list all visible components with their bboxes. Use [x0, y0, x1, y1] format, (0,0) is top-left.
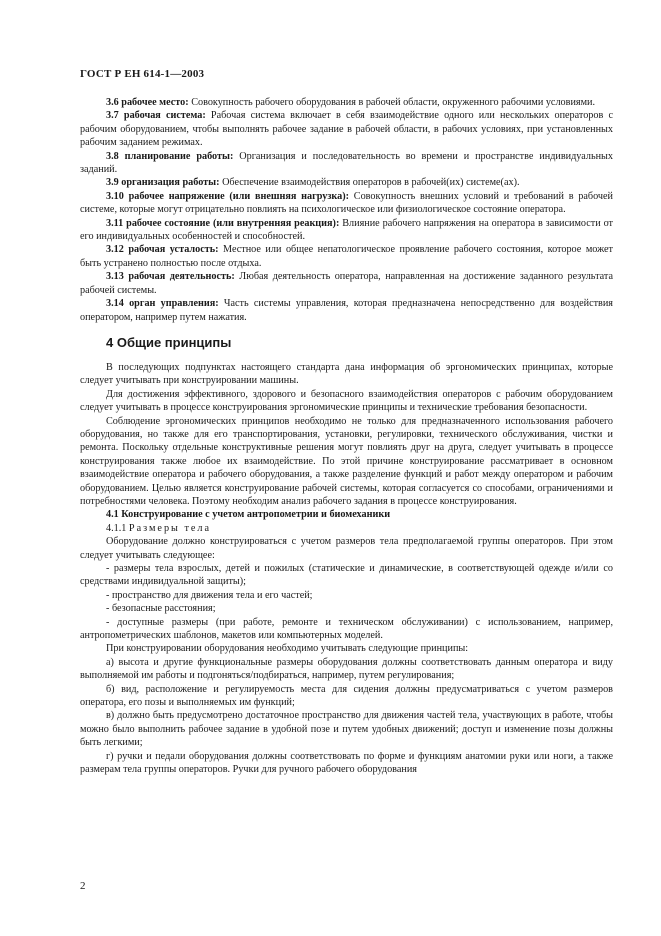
definitions-list: [80, 96, 613, 324]
definition-3-14: [80, 297, 613, 324]
definition-term: 3.6 рабочее место:: [106, 97, 189, 108]
subsubsection-title: Размеры тела: [128, 522, 212, 534]
definition-term: 3.10 рабочее напряжение (или внешняя нагрузка):: [106, 190, 350, 202]
definition-3-8: [80, 150, 613, 177]
definition-term: 3.9 организация работы:: [106, 177, 220, 189]
definition-text: Организация и последовательность во времени и пространстве индивидуальных заданий.: [80, 150, 613, 176]
definition-3-11: [80, 217, 613, 244]
subsubsection-number: 4.1.1: [106, 522, 127, 534]
definition-text: Обеспечение взаимодействия операторов в рабочей(их) системе(ах).: [219, 177, 520, 189]
section-paragraph: Для достижения эффективного, здорового и безопасного взаимодействия операторов с рабочим оборудованием следует учитывать в процессе конструирования эргономические принципы и технические требования безопасности.: [80, 388, 613, 414]
subsection-heading: 4.1 Конструирование с учетом антропометрии и биомеханики: [106, 509, 391, 521]
body-paragraph: При конструировании оборудования необходимо учитывать следующие принципы:: [106, 643, 469, 655]
definition-text: Любая деятельность оператора, направленная на достижение заданного результата рабочей системы.: [80, 271, 613, 296]
section-paragraph: Соблюдение эргономических принципов необходимо не только для предназначенного использования рабочего оборудования, но также для его транспортирования, установки, регулировки, технического обслуживания, чистки и ремонта. Поскольку отдельные конструктивные решения могут повлиять друг на друга, следует учитывать в процессе конструирования также любое их взаимодействие. По этой причине конструирование рассматривает в основном взаимодействие оператора и рабочего оборудования, а также разделение функций и работ между оператором и рабочим оборудованием. Целью является конструирование рабочей системы, которая согласуется со способами, ограничениями и потребностями человека. Поэтому необходим анализ рабочего задания в процессе конструирования.: [80, 415, 613, 507]
definition-term: 3.7 рабочая система:: [106, 110, 206, 122]
list-item: б) вид, расположение и регулируемость места для сидения должны предусматриваться с учетом размеров оператора, его позы и выполняемых им функций;: [80, 683, 613, 709]
list-item: в) должно быть предусмотрено достаточное пространство для движения частей тела, участвующих в работе, чтобы можно было выполнить рабочее задание в удобной позе и путем удобных движений; доступ и изменение позы должны быть легкими;: [80, 710, 613, 749]
definition-text: Влияние рабочего напряжения на оператора в зависимости от его индивидуальных особенностей и способностей.: [80, 217, 613, 243]
list-item: - безопасные расстояния;: [106, 603, 216, 615]
definition-3-9: [80, 176, 613, 189]
definition-3-6: [80, 96, 613, 109]
list-item: - пространство для движения тела и его частей;: [106, 589, 313, 601]
subsubsection-heading: [80, 522, 613, 535]
list-item: г) ручки и педали оборудования должны соответствовать по форме и функциям анатомии руки или ноги, а также размерам тела группы операторов. Ручки для ручного рабочего оборудования: [80, 750, 613, 776]
definition-text: Местное или общее непатологическое проявление рабочего состояния, которое может быть устранено полностью после отдыха.: [80, 244, 613, 269]
section-heading: 4 Общие принципы: [106, 334, 232, 350]
definition-term: 3.12 рабочая усталость:: [106, 244, 219, 256]
definition-3-13: [80, 270, 613, 297]
definition-3-7: [80, 109, 613, 149]
section-paragraph: В последующих подпунктах настоящего стандарта дана информация об эргономических принципах, которые следует учитывать при конструировании машины.: [80, 361, 613, 387]
definition-3-10: [80, 190, 613, 217]
definition-term: 3.13 рабочая деятельность:: [106, 271, 235, 283]
definition-text: Рабочая система включает в себя взаимодействие одного или нескольких операторов с рабочим оборудованием, чтобы выполнять рабочее задание в рабочей области, в рабочих условиях, при установленных рабочим заданием режимах.: [80, 110, 613, 149]
body-paragraph: Оборудование должно конструироваться с учетом размеров тела предполагаемой группы операторов. При этом следует учитывать следующее:: [80, 536, 613, 561]
definition-term: 3.11 рабочее состояние (или внутренняя реакция):: [106, 217, 340, 229]
list-item: - размеры тела взрослых, детей и пожилых (статические и динамические, в соответствующей одежде и/или со средствами индивидуальной защиты);: [80, 563, 613, 588]
definition-text: Часть системы управления, которая предназначена непосредственно для воздействия оператором, например путем нажатия.: [80, 298, 613, 323]
definition-term: 3.14 орган управления:: [106, 298, 219, 310]
list-item: - доступные размеры (при работе, ремонте и техническом обслуживании) с использованием, например, антропометрических шаблонов, макетов или компьютерных моделей.: [80, 616, 613, 642]
page-number: 2: [80, 880, 86, 892]
definition-3-12: [80, 243, 613, 270]
document-header: ГОСТ Р ЕН 614-1—2003: [80, 68, 205, 80]
document-body: [80, 96, 613, 777]
definition-text: Совокупность рабочего оборудования в рабочей области, окруженного рабочими условиями.: [188, 97, 596, 108]
list-item: а) высота и другие функциональные размеры оборудования должны соответствовать данным оператора и виду выполняемой им работы и подгоняться/подбираться, например, путем регулирования;: [80, 656, 613, 682]
definition-text: Совокупность внешних условий и требований в рабочей системе, которые могут отрицательно повлиять на психологическое или физиологическое состояние оператора.: [80, 190, 613, 216]
definition-term: 3.8 планирование работы:: [106, 150, 234, 162]
